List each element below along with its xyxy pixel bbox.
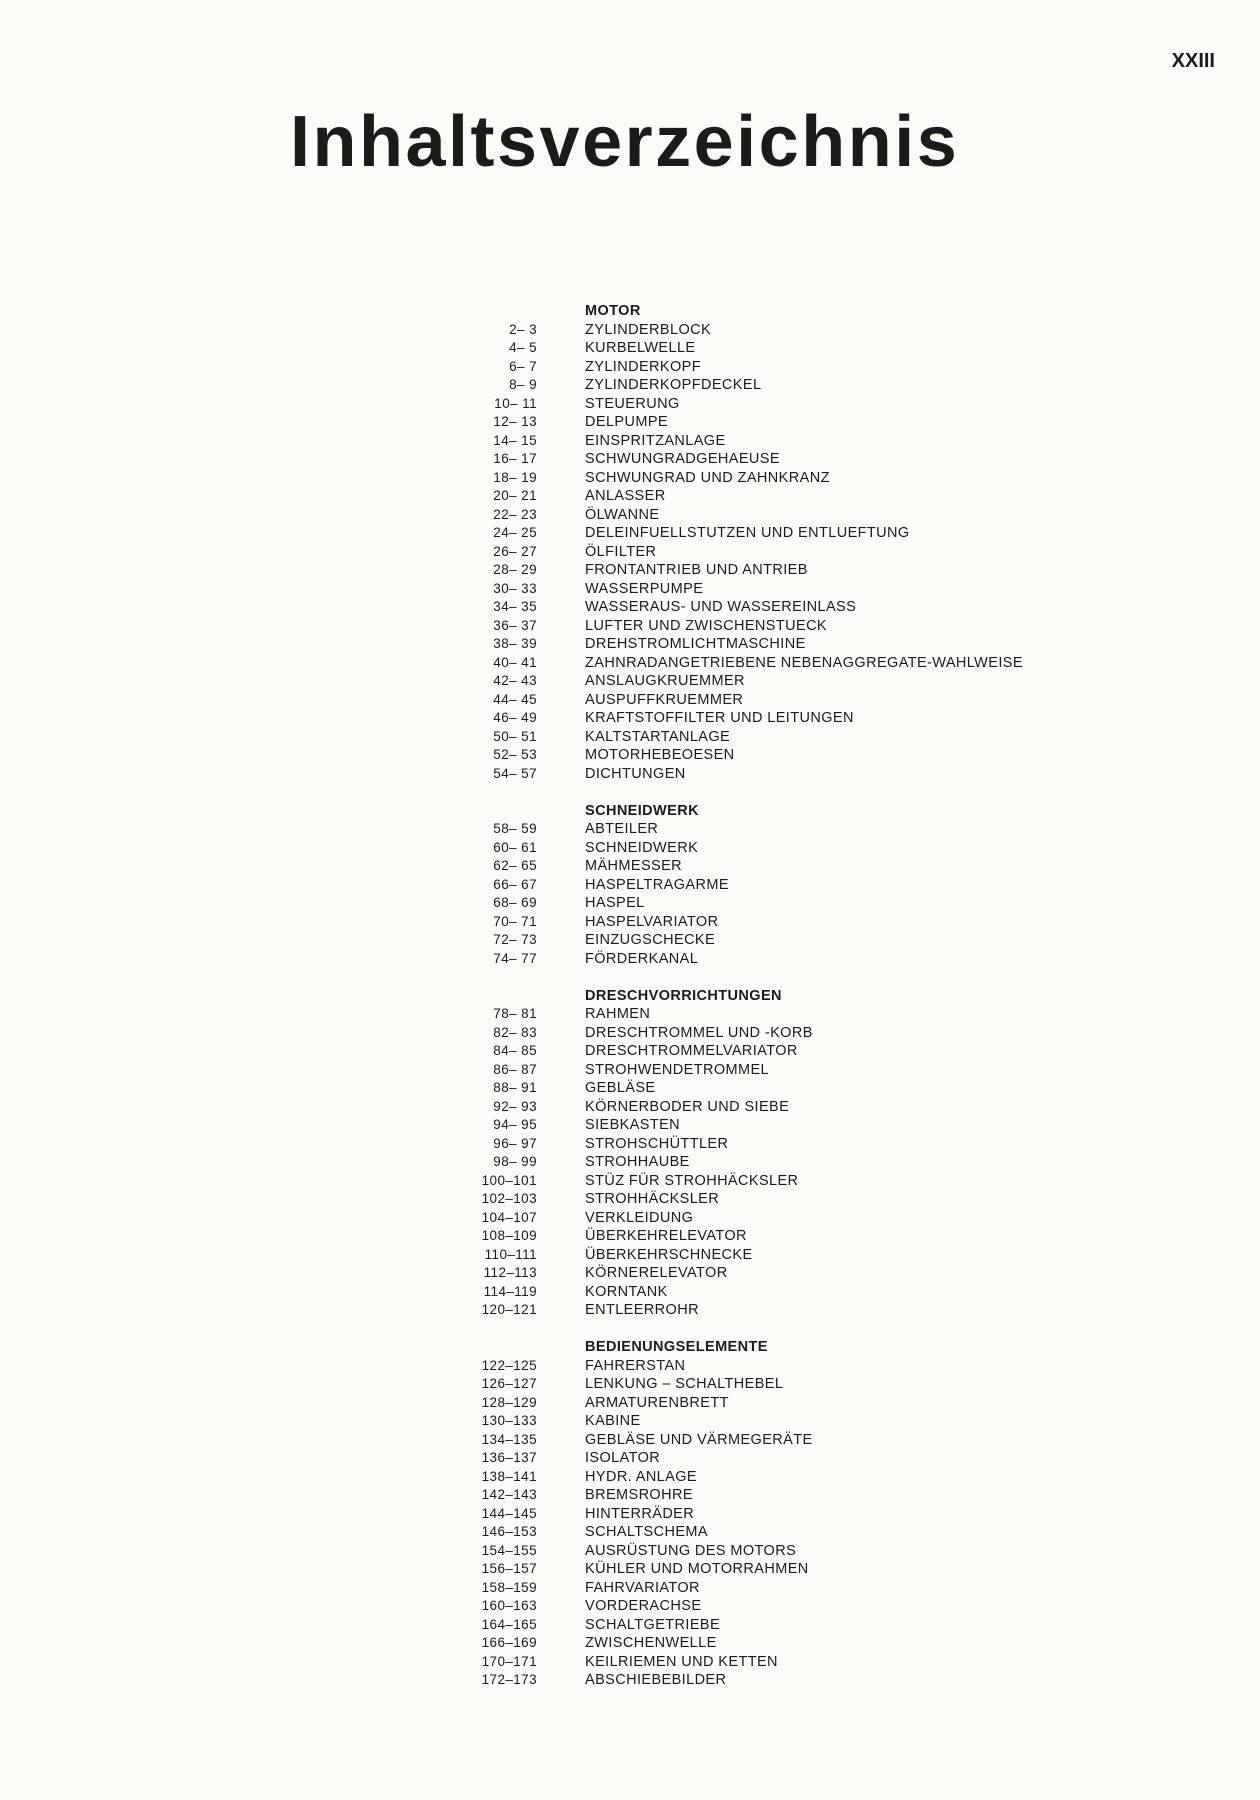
toc-entry-pages: 8– 9 [509,377,537,392]
toc-entry-pages: 102–103 [481,1191,537,1206]
toc-entry-pages: 26– 27 [493,543,537,559]
toc-spacer [455,302,585,321]
toc-entry [455,1394,1055,1413]
toc-entry-pages: 82– 83 [493,1024,537,1040]
toc-entry-pages: 158–159 [481,1579,537,1595]
toc-entry-label: GEBLÄSE UND VÄRMEGERÄTE [585,1431,813,1448]
toc-entry [455,432,1055,451]
toc-entry-pages: 50– 51 [493,728,537,744]
toc-entry [455,931,1055,950]
toc-entry [455,450,1055,469]
toc-entry-label: KÜHLER UND MOTORRAHMEN [585,1561,809,1577]
page-number: XXIII [1171,50,1215,72]
toc-entry [455,1079,1055,1098]
toc-entry-label: ZAHNRADANGETRIEBENE NEBENAGGREGATE-WAHLWEISE [585,654,1023,671]
toc-entry [455,561,1055,580]
toc-entry [455,1671,1055,1690]
toc-entry-label: DICHTUNGEN [585,765,686,782]
toc-entry [455,358,1055,377]
toc-entry-pages: 110–111 [484,1246,537,1262]
toc-spacer [455,987,585,1006]
toc-entry-pages: 6– 7 [509,358,537,374]
toc-entry [455,1357,1055,1376]
toc-entry-pages: 142–143 [481,1487,537,1502]
toc-entry-pages: 122–125 [481,1357,537,1373]
toc-entry [455,894,1055,913]
toc-entry-label: SCHALTSCHEMA [585,1524,708,1540]
toc-section-heading: SCHNEIDWERK [585,802,699,819]
toc-entry [455,1523,1055,1542]
toc-entry [455,1209,1055,1228]
toc-section [455,802,1055,969]
toc-entry-label: ÖLWANNE [585,506,660,523]
toc-entry-label: KÖRNERBODER UND SIEBE [585,1098,790,1115]
toc-entry [455,1431,1055,1450]
toc-entry [455,950,1055,969]
toc-entry-label: KORNTANK [585,1283,668,1300]
toc-entry-pages: 10– 11 [494,395,537,411]
toc-entry-pages: 170–171 [481,1653,537,1669]
toc-entry [455,1301,1055,1320]
toc-entry-pages: 130–133 [481,1413,537,1428]
page-title: Inhaltsverzeichnis [290,102,960,182]
toc-entry-label: AUSRÜSTUNG DES MOTORS [585,1542,797,1559]
toc-entry-label: WASSERPUMPE [585,580,704,597]
toc-entry [455,1468,1055,1487]
toc-spacer [455,1338,585,1357]
toc-entry-label: ANLASSER [585,488,666,504]
toc-section [455,1338,1055,1690]
toc-entry [455,876,1055,895]
toc-entry [455,728,1055,747]
toc-entry-pages: 128–129 [481,1394,537,1410]
toc-entry-label: ARMATURENBRETT [585,1394,729,1411]
toc-entry-label: KÖRNERELEVATOR [585,1265,728,1281]
toc-section-heading-row [455,1338,1055,1357]
toc-entry-pages: 156–157 [481,1561,537,1576]
toc-entry [455,376,1055,395]
toc-entry-label: ÜBERKEHRSCHNECKE [585,1246,753,1263]
toc-entry-pages: 136–137 [481,1450,537,1465]
toc-entry-label: HASPELVARIATOR [585,913,719,930]
toc-entry-label: ÖLFILTER [585,543,657,560]
toc-entry [455,1634,1055,1653]
toc-section-heading-row [455,302,1055,321]
toc-entry-pages: 144–145 [481,1505,537,1521]
toc-entry-pages: 108–109 [481,1228,537,1243]
toc-entry-label: KURBELWELLE [585,340,696,356]
toc-entry-pages: 138–141 [481,1468,537,1484]
toc-entry [455,820,1055,839]
toc-entry-label: DRESCHTROMMEL UND -KORB [585,1024,813,1041]
toc-entry-label: BREMSROHRE [585,1487,693,1503]
toc-entry [455,691,1055,710]
toc-entry [455,709,1055,728]
toc-entry-label: ZYLINDERBLOCK [585,321,712,338]
toc-entry-pages: 40– 41 [493,654,537,670]
toc-entry-pages: 146–153 [481,1524,537,1539]
toc-entry [455,857,1055,876]
toc-entry-pages: 126–127 [481,1376,537,1391]
toc-entry-pages: 104–107 [481,1209,537,1225]
toc-entry-label: WASSERAUS- UND WASSEREINLASS [585,599,857,615]
toc-entry [455,413,1055,432]
toc-entry-pages: 84– 85 [493,1043,537,1058]
toc-entry [455,1116,1055,1135]
toc-entry [455,1449,1055,1468]
toc-entry-pages: 68– 69 [493,895,537,910]
toc-entry-pages: 60– 61 [493,839,537,855]
toc-entry-label: HASPEL [585,895,645,911]
toc-entry [455,746,1055,765]
toc-entry [455,1153,1055,1172]
toc-entry-pages: 4– 5 [509,340,537,355]
toc-section [455,302,1055,783]
toc-entry [455,654,1055,673]
toc-entry [455,1597,1055,1616]
toc-entry-pages: 86– 87 [493,1061,537,1077]
toc-entry-pages: 154–155 [481,1542,537,1558]
toc-entry-pages: 92– 93 [493,1098,537,1114]
toc-entry [455,487,1055,506]
toc-entry-label: DELPUMPE [585,414,668,430]
toc-entry [455,469,1055,488]
toc-entry-pages: 112–113 [483,1265,537,1280]
toc-entry-label: STÜZ FÜR STROHHÄCKSLER [585,1172,799,1189]
toc-entry [455,1616,1055,1635]
toc-entry-label: SCHWUNGRADGEHAEUSE [585,451,780,467]
toc-entry-label: STROHHAUBE [585,1154,690,1170]
toc-entry-pages: 46– 49 [493,710,537,725]
toc-entry-label: DELEINFUELLSTUTZEN UND ENTLUEFTUNG [585,525,910,541]
toc-section-heading: MOTOR [585,303,641,319]
toc-entry [455,321,1055,340]
toc-entry-pages: 62– 65 [493,858,537,873]
toc-entry [455,543,1055,562]
toc-entry-label: STROHWENDETROMMEL [585,1061,770,1078]
toc-entry-pages: 72– 73 [493,932,537,947]
toc-entry-pages: 134–135 [481,1431,537,1447]
toc-entry-pages: 20– 21 [493,488,537,503]
toc-entry-pages: 164–165 [481,1616,537,1632]
toc-entry-pages: 66– 67 [493,876,537,892]
toc-entry-label: FÖRDERKANAL [585,950,699,967]
toc-entry-pages: 114–119 [483,1283,537,1299]
toc-entry-pages: 160–163 [481,1598,537,1613]
toc-entry-pages: 22– 23 [493,506,537,522]
toc-spacer [455,802,585,821]
toc-entry-label: ÜBERKEHRELEVATOR [585,1228,747,1244]
toc-entry-label: STROHHÄCKSLER [585,1191,720,1207]
toc-entry-pages: 34– 35 [493,599,537,614]
toc-entry [455,598,1055,617]
toc-entry-pages: 98– 99 [493,1154,537,1169]
toc-entry-pages: 120–121 [481,1302,537,1317]
toc-entry-label: ABSCHIEBEBILDER [585,1672,727,1688]
toc-entry-pages: 94– 95 [493,1117,537,1132]
toc-entry-pages: 88– 91 [493,1080,537,1095]
toc-entry-pages: 44– 45 [493,691,537,707]
toc-entry-label: RAHMEN [585,1006,651,1022]
toc-entry-label: MOTORHEBEOESEN [585,747,735,763]
toc-entry-label: KALTSTARTANLAGE [585,728,731,745]
toc-entry [455,913,1055,932]
toc-entry [455,1375,1055,1394]
toc-entry-label: EINSPRITZANLAGE [585,432,726,449]
toc-entry [455,1246,1055,1265]
toc-entry [455,1172,1055,1191]
toc-entry [455,1042,1055,1061]
toc-entry-label: KEILRIEMEN UND KETTEN [585,1653,778,1670]
toc-entry [455,1542,1055,1561]
toc-entry [455,1560,1055,1579]
toc-entry-label: KABINE [585,1413,641,1429]
toc-entry-pages: 58– 59 [493,821,537,836]
toc-entry-label: SIEBKASTEN [585,1117,681,1133]
toc-entry-pages: 24– 25 [493,525,537,540]
toc-entry-label: KRAFTSTOFFILTER UND LEITUNGEN [585,710,854,726]
toc-entry-pages: 74– 77 [493,950,537,966]
toc-entry [455,765,1055,784]
toc-entry-pages: 52– 53 [493,747,537,762]
toc-entry [455,617,1055,636]
toc-entry-label: AUSPUFFKRUEMMER [585,691,744,708]
toc-entry [455,1264,1055,1283]
toc-entry-pages: 36– 37 [493,617,537,633]
toc-entry-label: HYDR. ANLAGE [585,1468,697,1485]
toc-entry-label: DREHSTROMLICHTMASCHINE [585,636,806,652]
toc-entry-pages: 28– 29 [493,562,537,577]
toc-entry-label: STROHSCHÜTTLER [585,1135,729,1152]
toc-entry-label: ENTLEERROHR [585,1302,699,1318]
table-of-contents [455,302,1055,1708]
toc-entry-pages: 12– 13 [493,414,537,429]
toc-entry [455,1486,1055,1505]
toc-entry-label: HINTERRÄDER [585,1505,695,1522]
toc-entry-label: VERKLEIDUNG [585,1209,694,1226]
toc-section-heading-row [455,802,1055,821]
toc-entry-label: SCHWUNGRAD UND ZAHNKRANZ [585,469,830,486]
toc-entry [455,1505,1055,1524]
toc-entry-label: SCHALTGETRIEBE [585,1616,721,1633]
toc-entry [455,506,1055,525]
toc-section-heading: DRESCHVORRICHTUNGEN [585,987,782,1004]
toc-entry-pages: 166–169 [481,1635,537,1650]
toc-entry [455,1061,1055,1080]
toc-entry-label: ANSLAUGKRUEMMER [585,673,745,689]
toc-entry-label: ZYLINDERKOPFDECKEL [585,377,762,393]
toc-entry-pages: 30– 33 [493,580,537,596]
toc-entry-label: LENKUNG – SCHALTHEBEL [585,1376,784,1392]
toc-entry-pages: 54– 57 [493,765,537,781]
toc-entry-pages: 42– 43 [493,673,537,688]
toc-entry-label: DRESCHTROMMELVARIATOR [585,1043,798,1059]
toc-entry-pages: 78– 81 [493,1006,537,1021]
toc-entry-pages: 172–173 [481,1672,537,1687]
toc-entry-label: ZWISCHENWELLE [585,1635,717,1651]
toc-entry-label: MÄHMESSER [585,858,683,874]
toc-entry [455,395,1055,414]
toc-entry-label: GEBLÄSE [585,1080,656,1096]
toc-entry [455,339,1055,358]
toc-entry [455,1579,1055,1598]
toc-entry-pages: 14– 15 [493,432,537,448]
toc-entry [455,524,1055,543]
toc-entry [455,1024,1055,1043]
toc-entry-label: VORDERACHSE [585,1598,702,1614]
toc-entry [455,1283,1055,1302]
toc-entry [455,635,1055,654]
toc-entry-pages: 16– 17 [493,451,537,466]
toc-entry [455,1227,1055,1246]
toc-entry-label: ZYLINDERKOPF [585,358,701,375]
toc-entry [455,1005,1055,1024]
toc-entry [455,1653,1055,1672]
toc-entry-pages: 100–101 [481,1172,537,1188]
toc-entry-label: SCHNEIDWERK [585,839,699,856]
toc-entry-pages: 96– 97 [493,1135,537,1151]
toc-entry-pages: 70– 71 [493,913,537,929]
toc-entry [455,839,1055,858]
toc-entry [455,1098,1055,1117]
toc-entry [455,1190,1055,1209]
toc-entry-label: EINZUGSCHECKE [585,932,716,948]
toc-entry-label: FAHRERSTAN [585,1357,686,1374]
toc-entry-label: STEUERUNG [585,395,680,412]
toc-entry-label: HASPELTRAGARME [585,876,729,893]
toc-section [455,987,1055,1320]
toc-entry [455,1412,1055,1431]
toc-section-heading: BEDIENUNGSELEMENTE [585,1339,768,1355]
toc-entry [455,1135,1055,1154]
toc-section-heading-row [455,987,1055,1006]
toc-entry-label: ABTEILER [585,821,659,837]
toc-entry [455,672,1055,691]
toc-entry-label: LUFTER UND ZWISCHENSTUECK [585,617,828,634]
toc-entry-label: FAHRVARIATOR [585,1579,700,1596]
toc-entry-label: ISOLATOR [585,1450,661,1466]
toc-entry-pages: 38– 39 [493,636,537,651]
toc-entry-label: FRONTANTRIEB UND ANTRIEB [585,562,808,578]
toc-entry-pages: 2– 3 [509,321,537,337]
toc-entry [455,580,1055,599]
toc-entry-pages: 18– 19 [493,469,537,485]
